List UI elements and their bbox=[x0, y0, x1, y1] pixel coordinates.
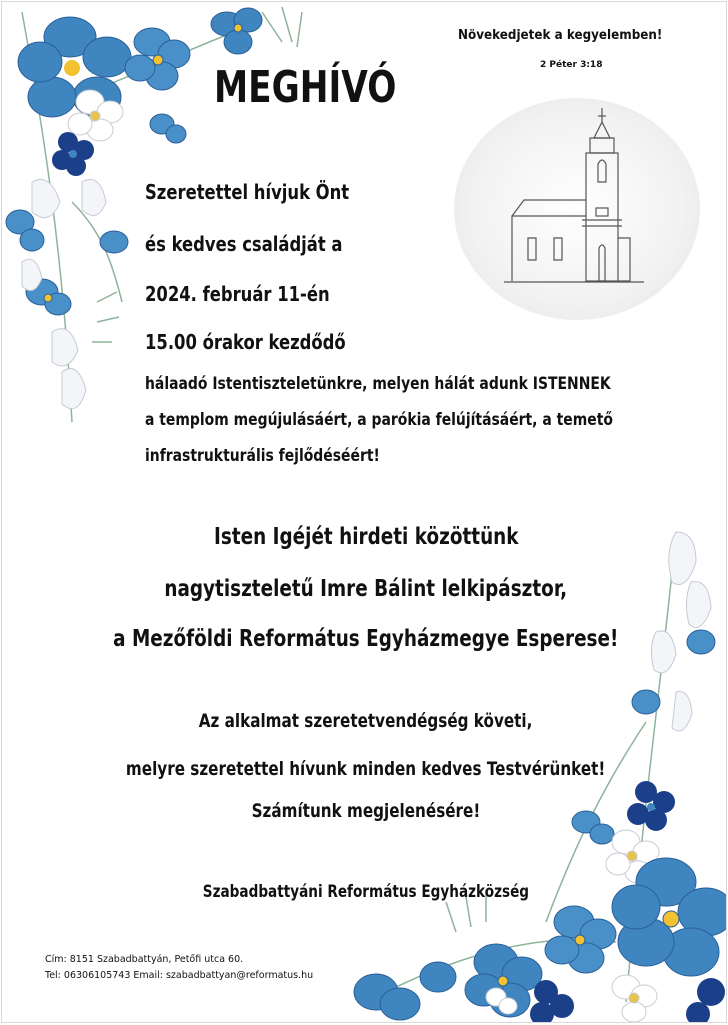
preacher-line-1: Isten Igéjét hirdeti közöttünk bbox=[213, 524, 519, 550]
church-icon bbox=[454, 98, 700, 320]
preacher-line-3: a Mezőföldi Református Egyházmegye Esperese! bbox=[113, 626, 619, 652]
preacher-line-2: nagytiszteletű Imre Bálint lelkipásztor, bbox=[164, 576, 568, 602]
footer-address: Cím: 8151 Szabadbattyán, Petőfi utca 60. bbox=[45, 954, 244, 965]
purpose-line-2: a templom megújulásáért, a parókia felújításáért, a temető bbox=[145, 410, 613, 430]
event-time: 15.00 órakor kezdődő bbox=[145, 330, 346, 354]
page-title: MEGHÍVÓ bbox=[214, 62, 397, 113]
verse-reference: 2 Péter 3:18 bbox=[540, 60, 603, 70]
purpose-line-3: infrastrukturális fejlődéséért! bbox=[145, 446, 380, 466]
church-emblem bbox=[454, 98, 700, 320]
motto-text: Növekedjetek a kegyelemben! bbox=[458, 28, 663, 43]
reception-line-1: Az alkalmat szeretetvendégség követi, bbox=[199, 710, 533, 732]
intro-line-2: és kedves családját a bbox=[145, 232, 343, 256]
signature: Szabadbattyáni Református Egyházközség bbox=[202, 882, 530, 902]
reception-line-2: melyre szeretettel hívunk minden kedves Testvérünket! bbox=[126, 758, 606, 780]
purpose-line-1: hálaadó Istentiszteletünkre, melyen hálát adunk ISTENNEK bbox=[145, 374, 611, 394]
event-date: 2024. február 11-én bbox=[145, 282, 330, 306]
reception-line-3: Számítunk megjelenésére! bbox=[251, 800, 481, 822]
invitation-page bbox=[1, 1, 727, 1023]
intro-line-1: Szeretettel hívjuk Önt bbox=[145, 180, 350, 204]
footer-contact: Tel: 06306105743 Email: szabadbattyan@reformatus.hu bbox=[45, 970, 314, 981]
